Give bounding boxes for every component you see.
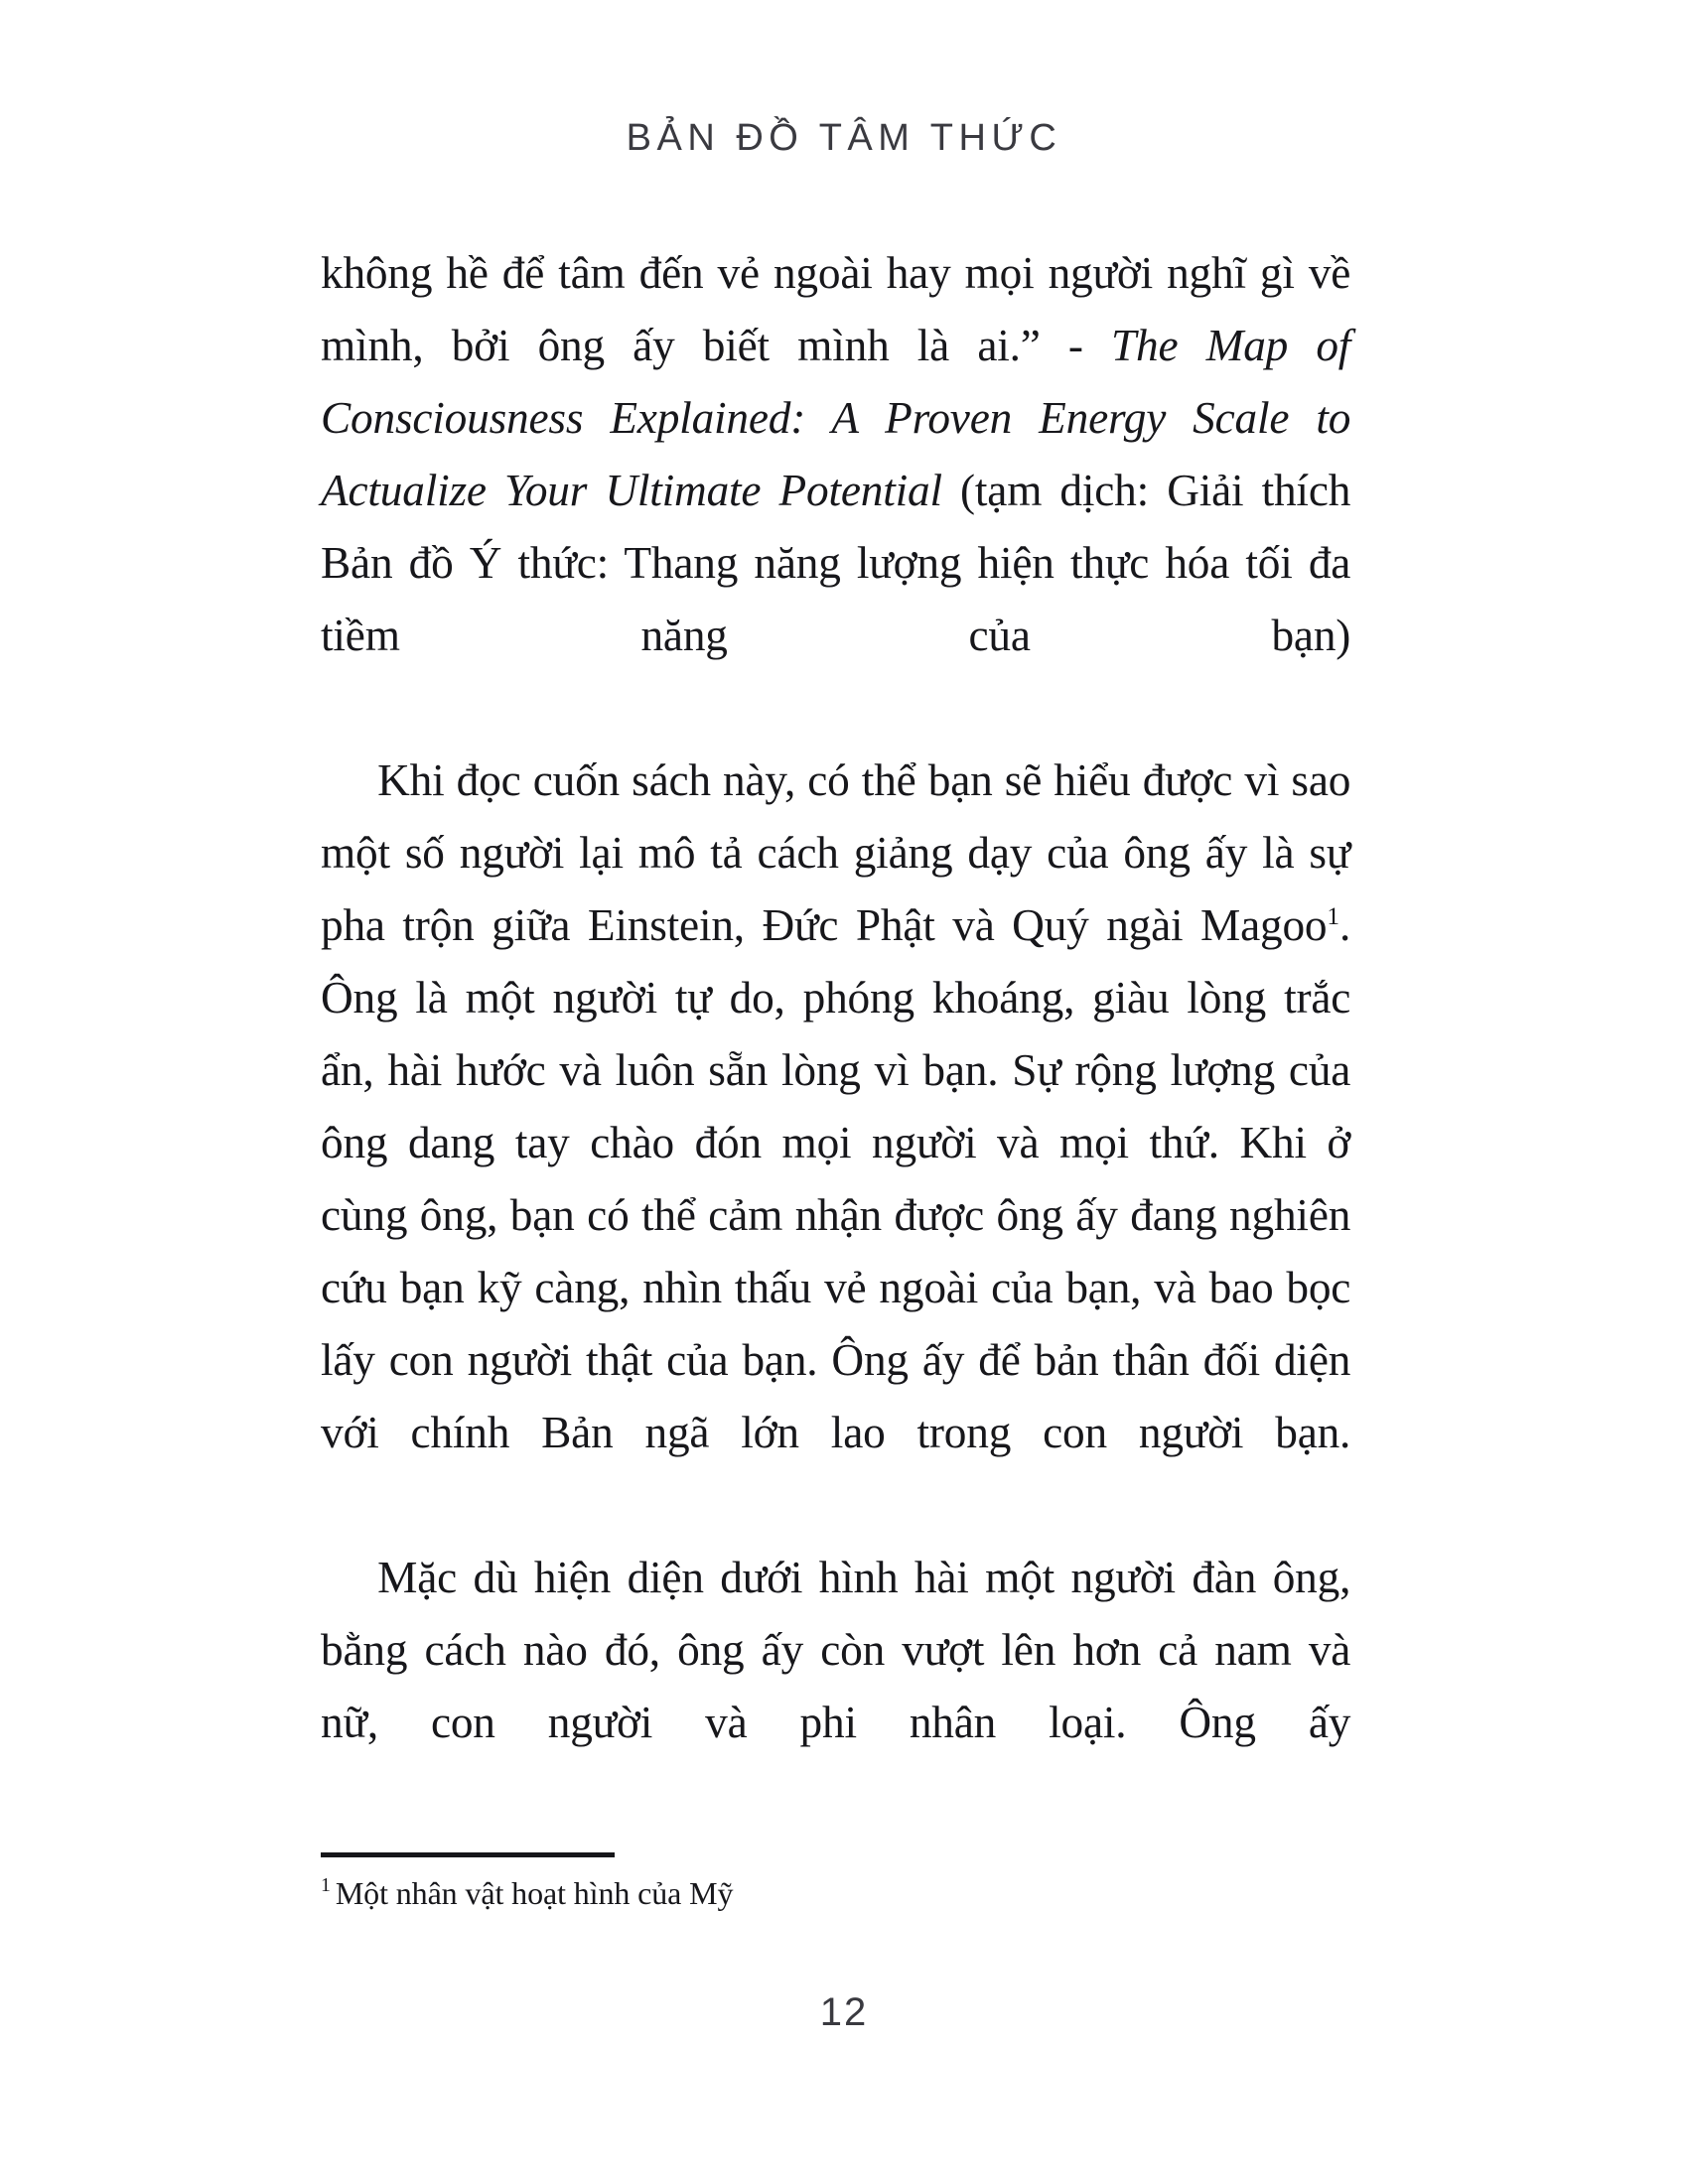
paragraph-two	[321, 744, 1350, 1541]
paragraph-quote-continuation	[321, 236, 1350, 744]
paragraph-three-text: Mặc dù hiện diện dưới hình hài một người đàn ông, bằng cách nào đó, ông ấy còn vượt lên hơn cả nam và nữ, con người và phi nhân loại. Ông ấy	[321, 1552, 1351, 1747]
footnote-area	[321, 1852, 1366, 1915]
footnote-separator-rule	[321, 1852, 615, 1857]
running-header: BẢN ĐỒ TÂM THỨC	[626, 117, 1062, 159]
paragraph-two-part-two: . Ông là một người tự do, phóng khoáng, giàu lòng trắc ẩn, hài hước và luôn sẵn lòng vì bạn. Sự rộng lượng của ông dang tay chào đón mọi người và mọi thứ. Khi ở cùng ông, bạn có thể cảm nhận được ông ấy đang nghiên cứu bạn kỹ càng, nhìn thấu vẻ ngoài của bạn, và bao bọc lấy con người thật của bạn. Ông ấy để bản thân đối diện với chính Bản ngã lớn lao trong con người bạn.	[321, 899, 1351, 1457]
footnote-entry	[321, 1871, 1366, 1915]
vietnamese-gloss: (tạm dịch: Giải thích Bản đồ Ý thức: Thang năng lượng hiện thực hóa tối đa tiềm năng của bạn)	[321, 465, 1351, 660]
quote-continuation-text: không hề để tâm đến vẻ ngoài hay mọi người nghĩ gì về mình, bởi ông ấy biết mình là ai.” -	[321, 247, 1351, 370]
page-number: 12	[819, 1990, 869, 2034]
footnote-reference-marker[interactable]: 1	[1327, 901, 1340, 931]
body-text-block	[321, 236, 1366, 1831]
footnote-text: Một nhân vật hoạt hình của Mỹ	[335, 1875, 734, 1911]
paragraph-three	[321, 1541, 1350, 1831]
paragraph-two-part-one: Khi đọc cuốn sách này, có thể bạn sẽ hiểu được vì sao một số người lại mô tả cách giảng dạy của ông ấy là sự pha trộn giữa Einstein, Đức Phật và Quý ngài Magoo	[321, 754, 1351, 950]
english-book-title: The Map of Consciousness Explained: A Proven Energy Scale to Actualize Your Ultimate Potential	[321, 320, 1351, 515]
footnote-marker: 1	[321, 1873, 331, 1896]
